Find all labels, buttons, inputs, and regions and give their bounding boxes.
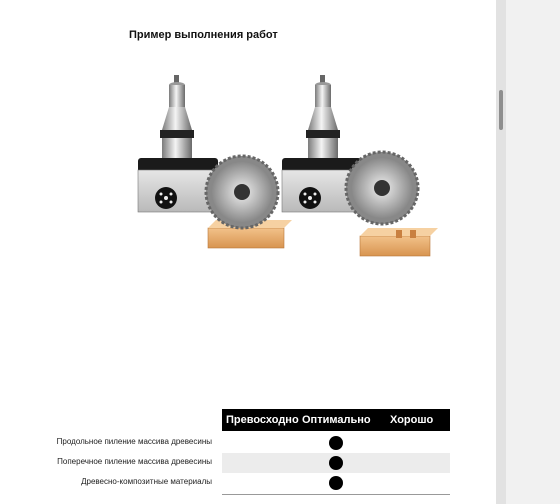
header-optimal: Оптимально	[302, 414, 371, 426]
row-label: Поперечное пиление массива древесины	[57, 457, 212, 466]
rating-dot-icon	[329, 456, 343, 470]
rating-dot-icon	[329, 476, 343, 490]
rating-table-header	[222, 409, 450, 431]
row-label: Продольное пиление массива древесины	[56, 437, 212, 446]
row-label: Древесно-композитные материалы	[81, 477, 212, 486]
angle-head-saw-illustration	[120, 70, 450, 260]
table-bottom-rule	[222, 494, 450, 495]
header-excellent: Превосходно	[226, 414, 299, 426]
saw-unit-right	[282, 75, 438, 256]
rating-dot-icon	[329, 436, 343, 450]
table-row	[0, 433, 450, 453]
scrollbar-thumb[interactable]	[499, 90, 503, 130]
saw-unit-left	[138, 75, 292, 248]
table-row	[0, 473, 450, 493]
header-good: Хорошо	[390, 414, 434, 426]
scrollbar-track[interactable]	[496, 0, 506, 504]
section-title: Пример выполнения работ	[129, 29, 278, 41]
table-row	[0, 453, 450, 473]
